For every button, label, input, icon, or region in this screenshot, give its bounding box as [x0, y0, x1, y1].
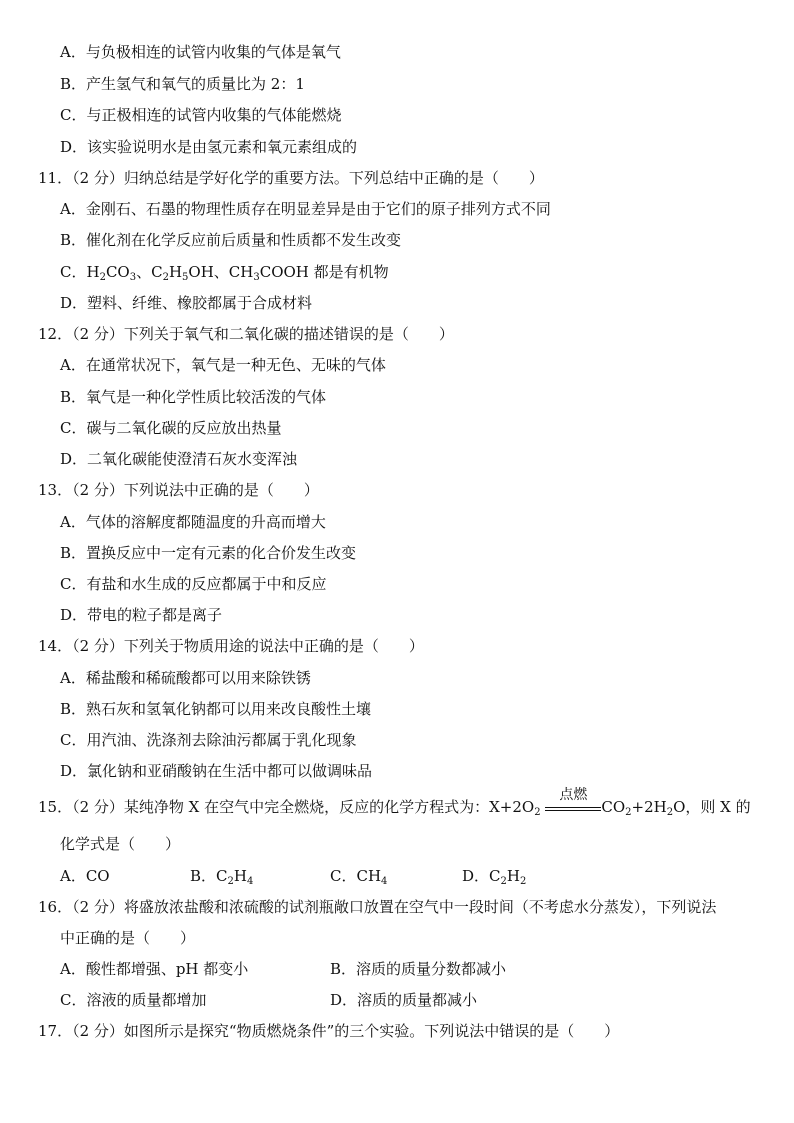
q12-option-b: B．氧气是一种化学性质比较活泼的气体: [60, 388, 327, 406]
q17-stem: 17．（2 分）如图所示是探究“物质燃烧条件”的三个实验。下列说法中错误的是（ ）: [38, 1022, 620, 1040]
equals-line-bottom: [545, 810, 601, 811]
q15-option-b: B．$C_2H_4$: [190, 867, 254, 887]
q13-option-d: D．带电的粒子都是离子: [60, 606, 223, 624]
q10-option-d: D．该实验说明水是由氢元素和氧元素组成的: [60, 138, 358, 156]
q15-stem-line2: 化学式是（ ）: [60, 835, 181, 853]
q10-option-c: C．与正极相连的试管内收集的气体能燃烧: [60, 106, 342, 124]
q14-stem: 14．（2 分）下列关于物质用途的说法中正确的是（ ）: [38, 637, 424, 655]
q14-option-d: D．氯化钠和亚硝酸钠在生活中都可以做调味品: [60, 762, 373, 780]
q16-option-d: D．溶质的质量都减小: [330, 991, 478, 1009]
q11-option-a: A．金刚石、石墨的物理性质存在明显差异是由于它们的原子排列方式不同: [60, 200, 551, 218]
q12-stem: 12．（2 分）下列关于氧气和二氧化碳的描述错误的是（ ）: [38, 325, 454, 343]
q11-option-b: B．催化剂在化学反应前后质量和性质都不发生改变: [60, 231, 402, 249]
q16-option-c: C．溶液的质量都增加: [60, 991, 207, 1009]
q14-option-b: B．熟石灰和氢氧化钠都可以用来改良酸性土壤: [60, 700, 372, 718]
q11-option-c: C．$H_2CO_3$、$C_2H_5OH$、$CH_3COOH$ 都是有机物: [60, 263, 389, 283]
q11-stem: 11．（2 分）归纳总结是学好化学的重要方法。下列总结中正确的是（ ）: [38, 169, 544, 187]
q16-option-a: A．酸性都增强、pH 都变小: [60, 960, 249, 978]
condition-label: 点燃: [559, 787, 588, 803]
q15-option-d: D．$C_2H_2$: [462, 867, 527, 887]
q14-option-a: A．稀盐酸和稀硫酸都可以用来除铁锈: [60, 669, 311, 687]
q12-option-d: D．二氧化碳能使澄清石灰水变浑浊: [60, 450, 298, 468]
q13-stem: 13．（2 分）下列说法中正确的是（ ）: [38, 481, 319, 499]
q16-stem: 16．（2 分）将盛放浓盐酸和浓硫酸的试剂瓶敞口放置在空气中一段时间（不考虑水分蒸发），下列说法: [38, 898, 717, 916]
q13-option-a: A．气体的溶解度都随温度的升高而增大: [60, 513, 326, 531]
q14-option-c: C．用汽油、洗涤剂去除油污都属于乳化现象: [60, 731, 357, 749]
reaction-condition: [545, 787, 601, 817]
q15-option-c: C．$CH_4$: [330, 867, 388, 887]
q10-option-a: A．与负极相连的试管内收集的气体是氧气: [60, 43, 341, 61]
q15-stem: 15．（2 分）某纯净物 X 在空气中完全燃烧，反应的化学方程式为：$X+2O_2$ 点燃 $CO_2+2H_2O$，则 X 的: [38, 787, 751, 818]
q12-option-a: A．在通常状况下，氧气是一种无色、无味的气体: [60, 356, 386, 374]
q16-option-b: B．溶质的质量分数都减小: [330, 960, 507, 978]
q11-option-d: D．塑料、纤维、橡胶都属于合成材料: [60, 294, 313, 312]
q15-option-a: A．CO: [60, 867, 110, 885]
q10-option-b: B．产生氢气和氧气的质量比为 2：1: [60, 75, 305, 93]
q12-option-c: C．碳与二氧化碳的反应放出热量: [60, 419, 282, 437]
q16-stem-line2: 中正确的是（ ）: [60, 929, 196, 947]
q13-option-b: B．置换反应中一定有元素的化合价发生改变: [60, 544, 357, 562]
equals-line-top: [545, 807, 601, 808]
q13-option-c: C．有盐和水生成的反应都属于中和反应: [60, 575, 327, 593]
